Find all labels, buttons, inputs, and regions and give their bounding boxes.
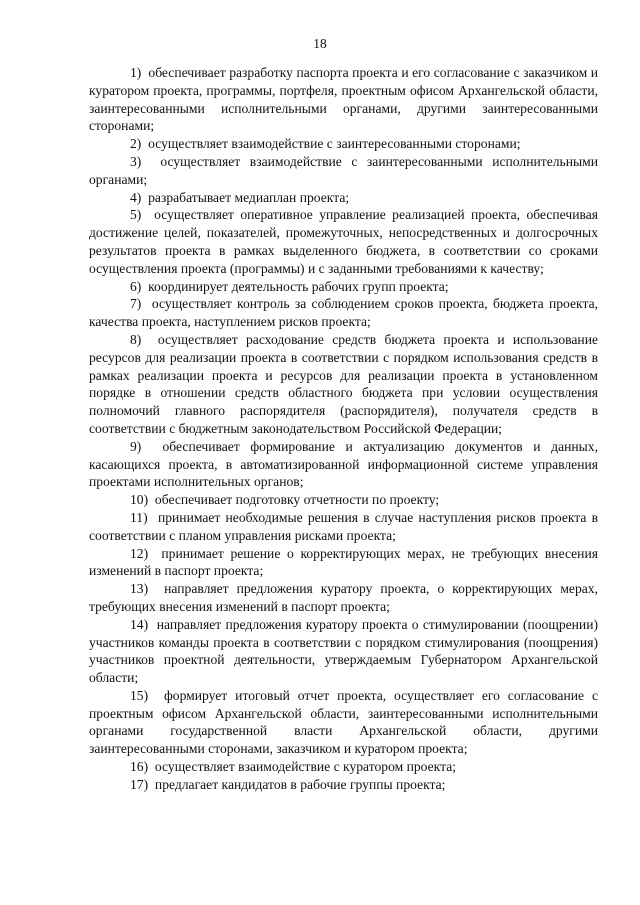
list-item: 13) направляет предложения куратору проекта, о корректирующих мерах, требующих внесения изменений в паспорт проекта; [89, 581, 598, 614]
list-item: 1) обеспечивает разработку паспорта проекта и его согласование с заказчиком и куратором проекта, программы, портфеля, проектным офисом Архангельской области, заинтересованными исполнительными органами, другими заинтересованными сторонами; [89, 65, 598, 134]
list-item: 5) осуществляет оперативное управление реализацией проекта, обеспечивая достижение целей, показателей, промежуточных, непосредственных и долгосрочных результатов проекта в рамках выделенного бюджета, в соответствии со сроками осуществления проекта (программы) и с заданными требованиями к качеству; [89, 207, 598, 276]
list-item: 4) разрабатывает медиаплан проекта; [130, 189, 350, 205]
list-item: 12) принимает решение о корректирующих мерах, не требующих внесения изменений в паспорт проекта; [89, 545, 598, 579]
list-item: 9) обеспечивает формирование и актуализацию документов и данных, касающихся проекта, в автоматизированной информационной системе управления проектами исполнительных органов; [89, 438, 598, 490]
list-item: 8) осуществляет расходование средств бюджета проекта и использование ресурсов для реализации проекта в соответствии с порядком использования средств в рамках реализации проекта и ресурсов для реализации проекта в установленном порядке в отношении средств областного бюджета при условии осуществления полномочий главного распорядителя (распорядителя), получателя средств в соответствии с бюджетным законодательством Российской Федерации; [89, 331, 598, 436]
list-item: 16) осуществляет взаимодействие с куратором проекта; [130, 759, 457, 775]
list-item: 14) направляет предложения куратору проекта о стимулировании (поощрении) участников команды проекта в соответствии с порядком стимулирования (поощрения) участников проектной деятельности, утверждаемым Губернатором Архангельской области; [89, 616, 598, 686]
document-body [89, 64, 598, 794]
list-item: 3) осуществляет взаимодействие с заинтересованными исполнительными органами; [89, 153, 598, 187]
list-item: 10) обеспечивает подготовку отчетности по проекту; [130, 492, 440, 508]
page-number: 18 [313, 36, 327, 51]
list-item: 17) предлагает кандидатов в рабочие группы проекта; [130, 776, 446, 792]
list-item: 6) координирует деятельность рабочих групп проекта; [130, 278, 449, 294]
list-item: 2) осуществляет взаимодействие с заинтересованными сторонами; [130, 136, 521, 152]
list-item: 15) формирует итоговый отчет проекта, осуществляет его согласование с проектным офисом Архангельской области, заинтересованными исполнительными органами государственной власти Архангельской области, другими заинтересованными сторонами, заказчиком и куратором проекта; [89, 687, 598, 757]
list-item: 11) принимает необходимые решения в случае наступления рисков проекта в соответствии с планом управления рисками проекта; [89, 509, 598, 543]
list-item: 7) осуществляет контроль за соблюдением сроков проекта, бюджета проекта, качества проекта, наступлением рисков проекта; [89, 296, 598, 330]
